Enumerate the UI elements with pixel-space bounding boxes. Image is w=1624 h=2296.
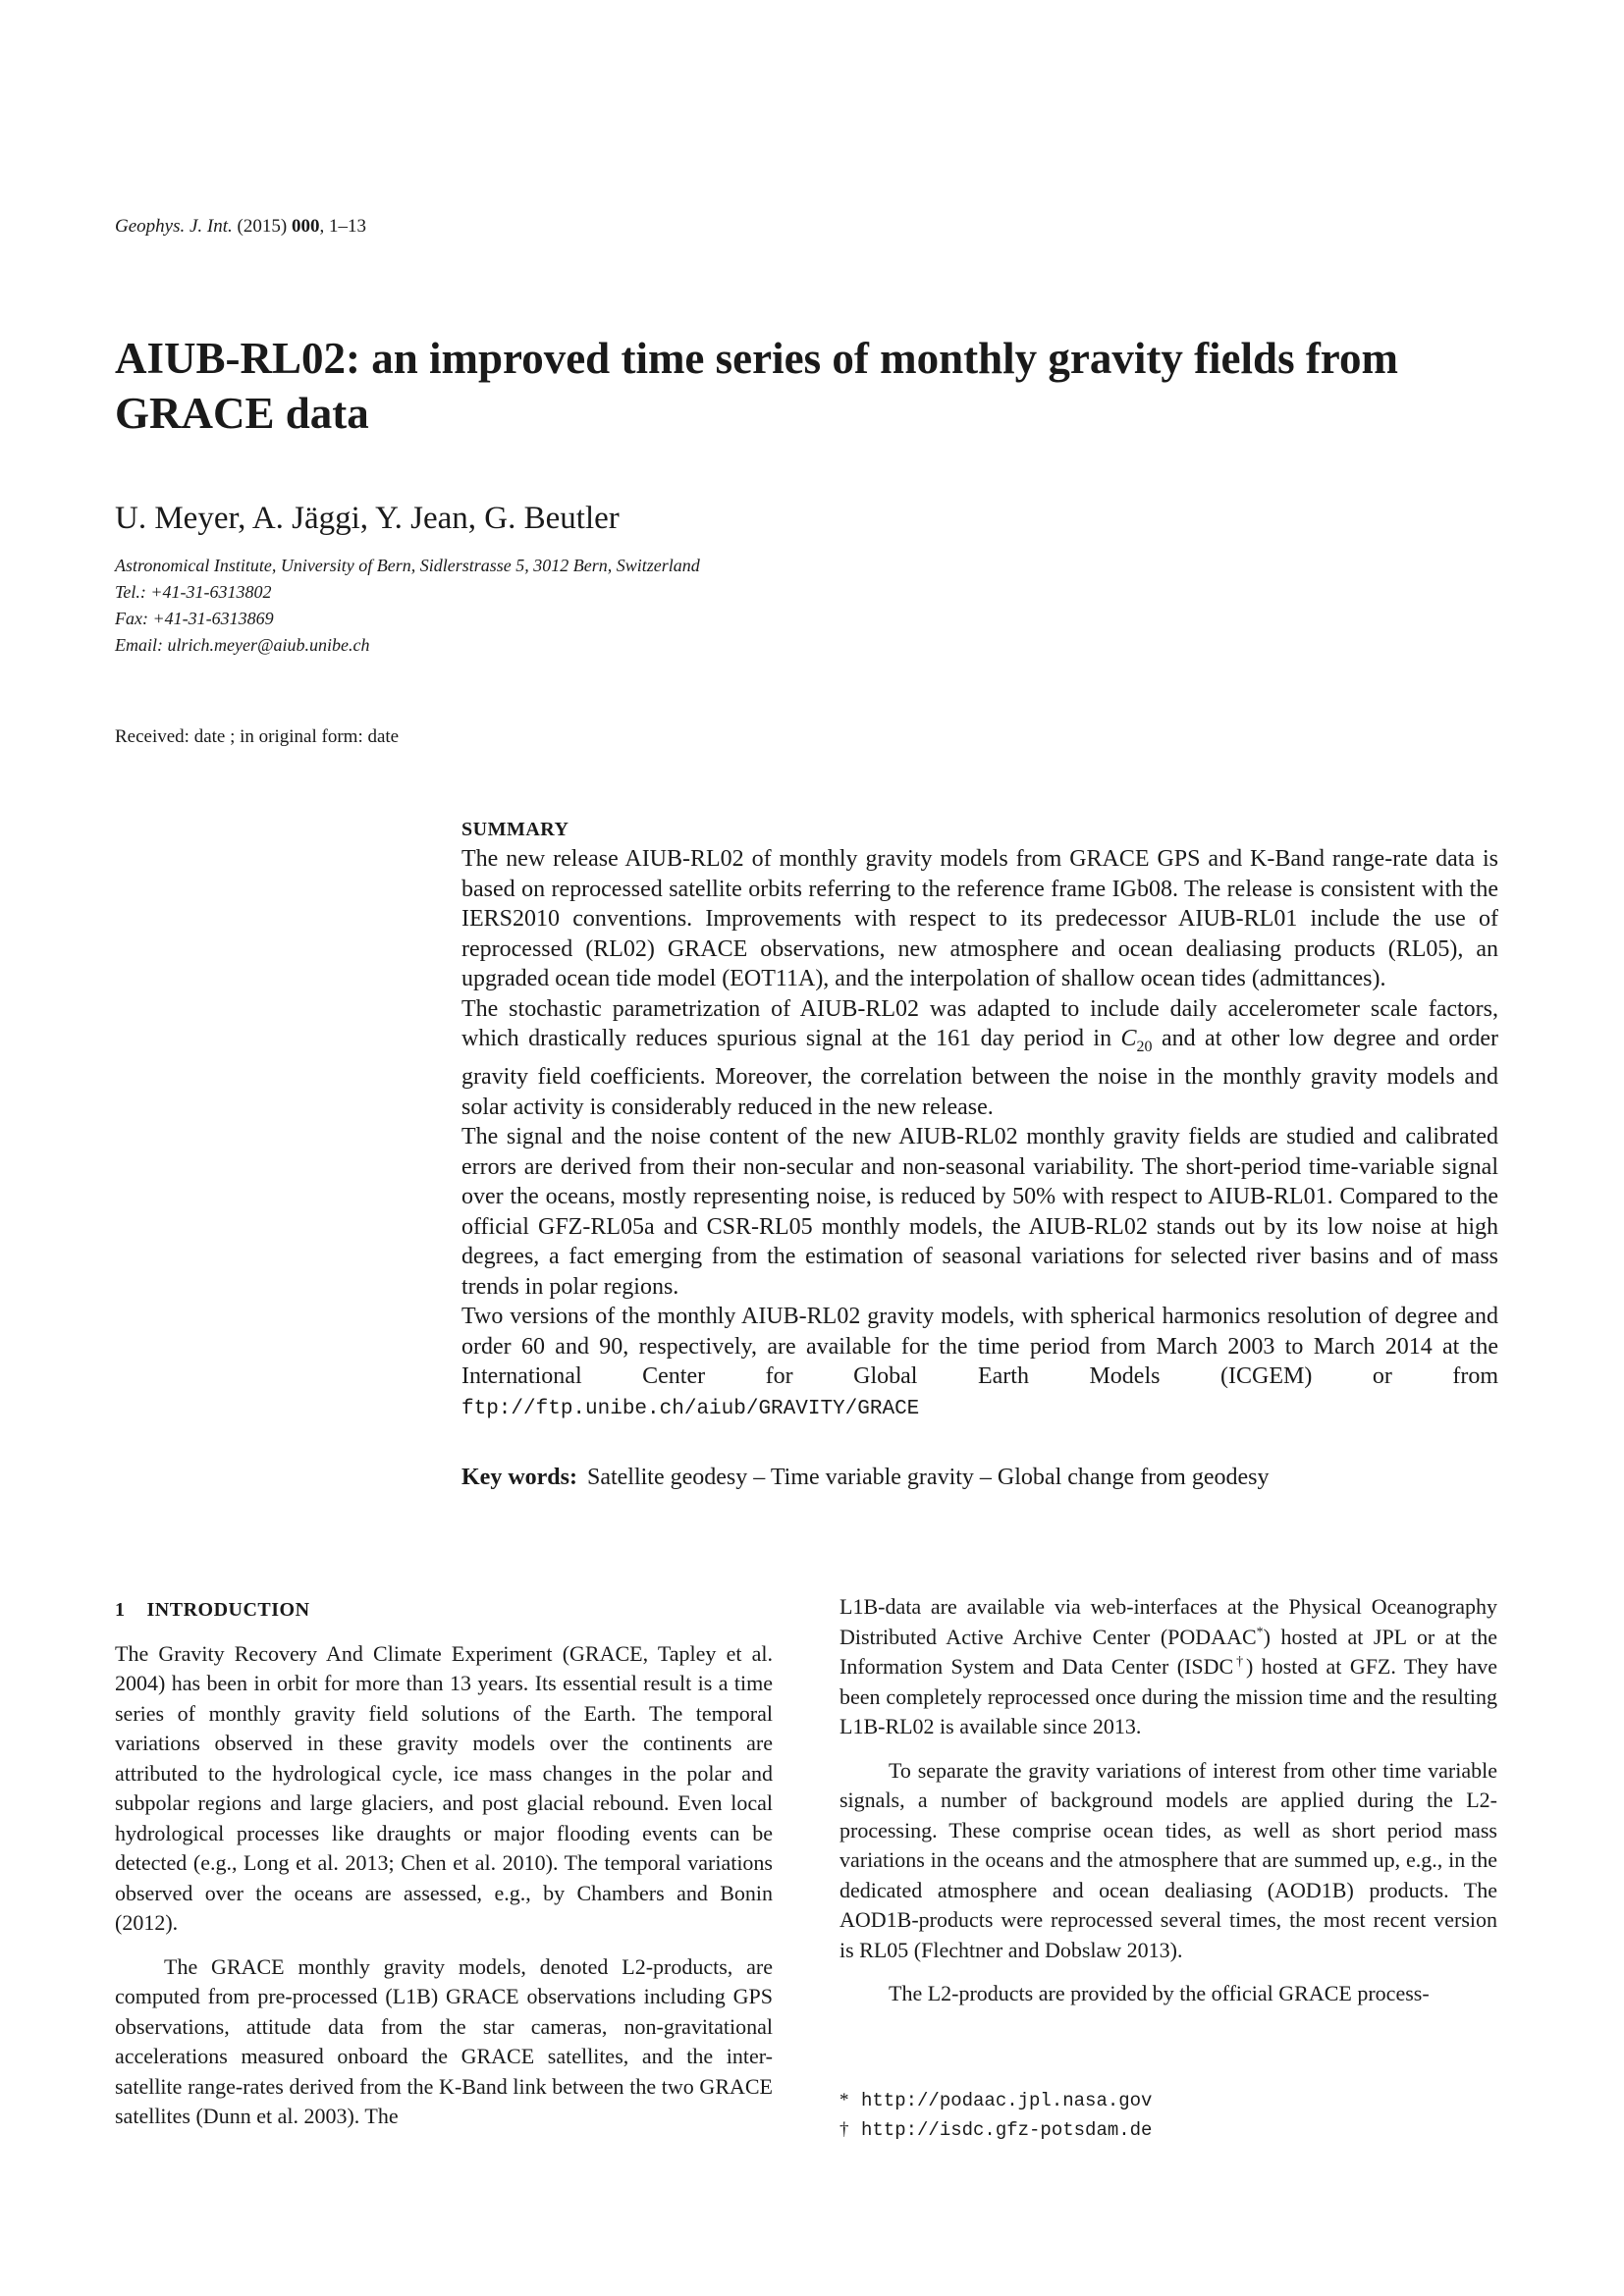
footnote-ref-star[interactable]: *	[1256, 1625, 1264, 1640]
summary-p2-text-b: and at other low degree and order gravity field coefficients. Moreover, the correlation between the noise in the monthly gravity models and solar activity is considerably reduced in the new release.	[461, 1026, 1499, 1120]
intro-paragraph-4: To separate the gravity variations of interest from other time variable signals, a number of background models are applied during the L2-processing. These comprise ocean tides, as well as short period mass variations in the oceans and the atmosphere that are summed up, e.g., in the dedicated atmosphere and ocean dealiasing (AOD1B) products. The AOD1B-products were reprocessed several times, the most recent version is RL05 (Flechtner and Dobslaw 2013).	[839, 1757, 1497, 1962]
journal-volume: 000	[291, 216, 320, 237]
ftp-link[interactable]: ftp://ftp.unibe.ch/aiub/GRAVITY/GRACE	[461, 1397, 920, 1420]
intro-paragraph-2: The GRACE monthly gravity models, denoted L2-products, are computed from pre-processed (L1B) GRACE observations including GPS observations, attitude data from the star cameras, non-gravitational accelerations measured onboard the GRACE satellites, and the inter-satellite range-rates derived from the K-Band link between the two GRACE satellites (Dunn et al. 2003). The	[115, 1953, 773, 2128]
received-date: Received: date ; in original form: date	[115, 726, 400, 747]
affiliation-institute: Astronomical Institute, University of Bern, Sidlerstrasse 5, 3012 Bern, Switzerland	[115, 556, 700, 575]
footnote-symbol: *	[839, 2090, 849, 2110]
footnote-url-isdc[interactable]: http://isdc.gfz-potsdam.de	[861, 2119, 1153, 2141]
section-heading-introduction	[115, 1595, 773, 1626]
keywords-text: Satellite geodesy – Time variable gravity – Global change from geodesy	[586, 1465, 1270, 1490]
intro-p3-text-c: ) hosted at GFZ. They have been completely reprocessed once during the mission time and the resulting L1B-RL02 is available since 2013.	[839, 1654, 1497, 1738]
c20-subscript: 20	[1136, 1038, 1153, 1055]
keywords-label: Key words:	[461, 1465, 577, 1490]
author-list: U. Meyer, A. Jäggi, Y. Jean, G. Beutler	[115, 501, 620, 536]
footnote-symbol: †	[839, 2119, 849, 2140]
summary-heading: SUMMARY	[461, 819, 569, 840]
journal-pages: , 1–13	[319, 216, 366, 237]
summary-paragraph-3: The signal and the noise content of the new AIUB-RL02 monthly gravity fields are studied and calibrated errors are derived from their non-secular and non-seasonal variability. The short-period time-variable signal over the oceans, mostly representing noise, is reduced by 50% with respect to AIUB-RL01. Compared to the official GFZ-RL05a and CSR-RL05 monthly models, the AIUB-RL02 stands out by its low noise at high degrees, a fact emerging from the estimation of seasonal variations for selected river basins and of mass trends in polar regions.	[461, 1124, 1498, 1300]
summary-paragraph-4	[461, 1302, 1498, 1424]
summary-paragraph-2	[461, 994, 1498, 1123]
footnote-2	[839, 2115, 1152, 2145]
footnotes	[839, 2086, 1152, 2145]
keywords-line	[461, 1465, 1269, 1491]
affiliation-tel: Tel.: +41-31-6313802	[115, 582, 272, 602]
section-title: INTRODUCTION	[146, 1599, 310, 1621]
journal-year: (2015)	[237, 216, 288, 237]
summary-paragraph-1: The new release AIUB-RL02 of monthly gravity models from GRACE GPS and K-Band range-rate data is based on reprocessed satellite orbits referring to the reference frame IGb08. The release is consistent with the IERS2010 conventions. Improvements with respect to its predecessor AIUB-RL01 include the use of reprocessed (RL02) GRACE observations, new atmosphere and ocean dealiasing products (RL05), an upgraded ocean tide model (EOT11A), and the interpolation of shallow ocean tides (admittances).	[461, 846, 1498, 991]
body-column-right	[839, 1592, 1497, 2009]
footnote-url-podaac[interactable]: http://podaac.jpl.nasa.gov	[861, 2090, 1153, 2111]
intro-p3-text-a: L1B-data are available via web-interfaces at the Physical Oceanography Distributed Active Archive Center (PODAAC	[839, 1594, 1497, 1649]
summary-block	[461, 815, 1498, 1424]
summary-p4-text: Two versions of the monthly AIUB-RL02 gravity models, with spherical harmonics resolution of degree and order 60 and 90, respectively, are available for the time period from March 2003 to March 2014 at the International Center for Global Earth Models (ICGEM) or from	[461, 1304, 1498, 1390]
affiliation-email: Email: ulrich.meyer@aiub.unibe.ch	[115, 635, 370, 655]
intro-p3-text-b: ) hosted at JPL or at the Information System and Data Center (ISDC	[839, 1624, 1497, 1679]
affiliation-block	[115, 553, 700, 659]
journal-header	[115, 216, 366, 238]
affiliation-fax: Fax: +41-31-6313869	[115, 609, 274, 628]
paper-title: AIUB-RL02: an improved time series of monthly gravity fields from GRACE data	[115, 334, 1398, 438]
journal-name: Geophys. J. Int.	[115, 216, 233, 237]
summary-p2-text-a: The stochastic parametrization of AIUB-RL02 was adapted to include daily accelerometer scale factors, which drastically reduces spurious signal at the 161 day period in	[461, 995, 1498, 1051]
body-column-left	[115, 1595, 773, 2132]
c20-symbol: C	[1120, 1026, 1137, 1051]
intro-paragraph-3	[839, 1592, 1497, 1742]
intro-paragraph-5: The L2-products are provided by the official GRACE process-	[889, 1981, 1430, 2005]
footnote-1	[839, 2086, 1152, 2115]
section-number: 1	[115, 1599, 126, 1621]
footnote-ref-dagger[interactable]: †	[1233, 1654, 1246, 1670]
intro-paragraph-1: The Gravity Recovery And Climate Experiment (GRACE, Tapley et al. 2004) has been in orbit for more than 13 years. Its essential result is a time series of monthly gravity field solutions of the Earth. The temporal variations observed in these gravity models over the continents are attributed to the hydrological cycle, ice mass changes in the polar and subpolar regions and large glaciers, and post glacial rebound. Even local hydrological processes like draughts or major flooding events can be detected (e.g., Long et al. 2013; Chen et al. 2010). The temporal variations observed over the oceans are assessed, e.g., by Chambers and Bonin (2012).	[115, 1640, 773, 1935]
